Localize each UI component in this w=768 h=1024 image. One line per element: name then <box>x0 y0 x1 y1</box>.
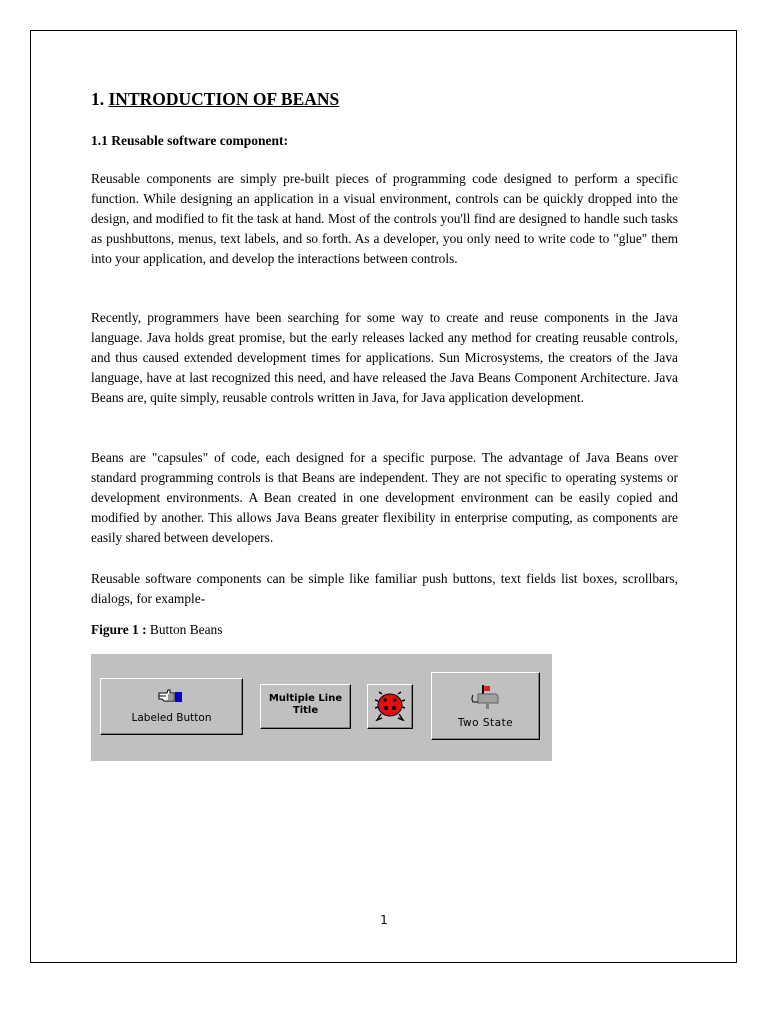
paragraph: Recently, programmers have been searching for some way to create and reuse components in the Java language. Java holds great promise, but the early releases lacked any method for creating reusable controls, and thus caused extended development times for applications. Sun Microsystems, the creators of the Java language, have at last recognized this need, and have released the Java Beans Component Architecture. Java Beans are, quite simply, reusable controls written in Java, for Java application development. <box>91 310 678 405</box>
two-state-button-label: Two State <box>457 717 514 729</box>
page-number: 1 <box>380 913 388 927</box>
multiple-line-title-button[interactable] <box>260 684 351 729</box>
two-state-button[interactable] <box>431 672 540 740</box>
pointing-hand-icon <box>158 687 184 705</box>
paragraph: Beans are "capsules" of code, each designed for a specific purpose. The advantage of Java Beans over standard programming controls is that Beans are independent. They are not specific to operating systems or development environments. A Bean created in one development environment can be easily copied and modified by another. This allows Java Beans greater flexibility in enterprise computing, as components are easily shared between developers. <box>91 450 678 545</box>
figure-caption-text: Button Beans <box>149 622 223 637</box>
multi-line-label-line2: Title <box>292 705 319 716</box>
paragraph: Reusable software components can be simple like familiar push buttons, text fields list boxes, scrollbars, dialogs, for example- <box>91 571 678 606</box>
button-beans-figure <box>91 654 552 761</box>
subsection-title: 1.1 Reusable software component: <box>91 133 288 148</box>
mailbox-icon <box>470 685 502 709</box>
image-button[interactable] <box>367 684 413 729</box>
figure-label: Figure 1 : <box>91 622 147 637</box>
multi-line-label-line1: Multiple Line <box>268 693 343 704</box>
figure-caption <box>91 622 222 638</box>
section-title: INTRODUCTION OF BEANS <box>108 89 340 109</box>
labeled-button[interactable] <box>100 678 243 735</box>
multi-line-label <box>261 693 350 717</box>
paragraph: Reusable components are simply pre-built pieces of programming code designed to perform a specific function. While designing an application in a visual environment, controls can be quickly dropped into the design, and modified to fit the task at hand. Most of the controls you'll find are designed to handle such tasks as pushbuttons, menus, text labels, and so forth. As a developer, you only need to write code to "glue" them into your application, and develop the interactions between controls. <box>91 171 678 266</box>
section-number: 1. <box>91 89 105 109</box>
ladybug-icon <box>375 691 405 721</box>
page-title <box>91 89 339 110</box>
labeled-button-label: Labeled Button <box>131 712 212 724</box>
